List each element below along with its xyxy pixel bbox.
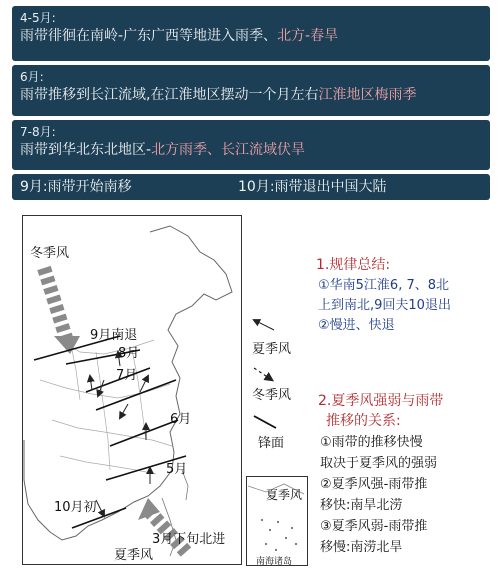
banner-text-main: 雨带徘徊在南岭-广东广西等地进入雨季、 — [20, 28, 278, 44]
winter-monsoon-arrow — [44, 268, 80, 354]
legend-front-symbol — [254, 416, 276, 428]
banner-tag: 7-8月: — [20, 125, 56, 139]
label-may: 5月 — [166, 462, 188, 477]
legend-summer-monsoon-label: 夏季风 — [252, 342, 292, 357]
inset-islands — [261, 519, 297, 551]
notes-section1-line3: ②慢进、快退 — [318, 318, 395, 333]
banner-oct-text: 10月:雨带退出中国大陆 — [238, 179, 387, 195]
banner-text-main: 雨带到华北东北地区- — [20, 142, 152, 158]
notes-section2-l2: 取决于夏季风的强弱 — [320, 456, 438, 471]
notes-section1-line2: 上到南北,9回夫10退出 — [318, 298, 451, 313]
notes-section1-title: 1.规律总结: — [316, 257, 391, 273]
legend-winter-monsoon-label: 冬季风 — [252, 388, 292, 403]
label-sept-retreat: 9月南退 — [90, 328, 138, 343]
legend-winter-monsoon-symbol — [254, 368, 272, 380]
banner-text-highlight: 北方-春旱 — [277, 28, 339, 44]
label-summer-monsoon-inset: 夏季风 — [266, 488, 303, 502]
notes-section2-title-line1: 2.夏季风强弱与雨带 — [318, 393, 444, 409]
banner-text-main: 雨带推移到长江流域,在江淮地区摆动一个月左右 — [20, 87, 319, 103]
label-oct-early: 10月初 — [54, 500, 97, 515]
banner-sep-text: 9月:雨带开始南移 — [20, 179, 132, 195]
notes-section2-l1: ①雨带的推移快慢 — [320, 435, 423, 450]
notes-section1-line1: ①华南5江淮6, 7、8北 — [318, 278, 450, 293]
banner-text-highlight: 北方雨季、长江流域伏旱 — [151, 142, 306, 158]
label-inset-caption: 南海诸岛 — [256, 557, 293, 567]
label-mar-late: 3月下旬北进 — [152, 532, 226, 547]
label-summer-monsoon: 夏季风 — [114, 548, 154, 563]
label-winter-monsoon: 冬季风 — [30, 246, 70, 261]
banner-tag: 6月: — [20, 70, 44, 84]
notes-section2-l3: ②夏季风强-雨带推 — [320, 477, 428, 492]
legend-summer-monsoon-symbol — [254, 320, 274, 330]
china-outline — [24, 226, 232, 540]
notes-section2-title-line2: 推移的关系: — [326, 413, 401, 429]
label-aug: 8月 — [118, 346, 140, 361]
label-jul: 7月 — [116, 368, 138, 383]
notes-section2-l4: 移快:南旱北涝 — [320, 498, 403, 513]
notes-section2-l5: ③夏季风弱-雨带推 — [320, 519, 428, 534]
legend-front-label: 锋面 — [258, 436, 285, 451]
notes-section2-l6: 移慢:南涝北旱 — [320, 540, 403, 555]
label-jun: 6月 — [170, 412, 192, 427]
banner-text-highlight: 江淮地区梅雨季 — [318, 87, 417, 103]
banner-tag: 4-5月: — [20, 11, 56, 25]
